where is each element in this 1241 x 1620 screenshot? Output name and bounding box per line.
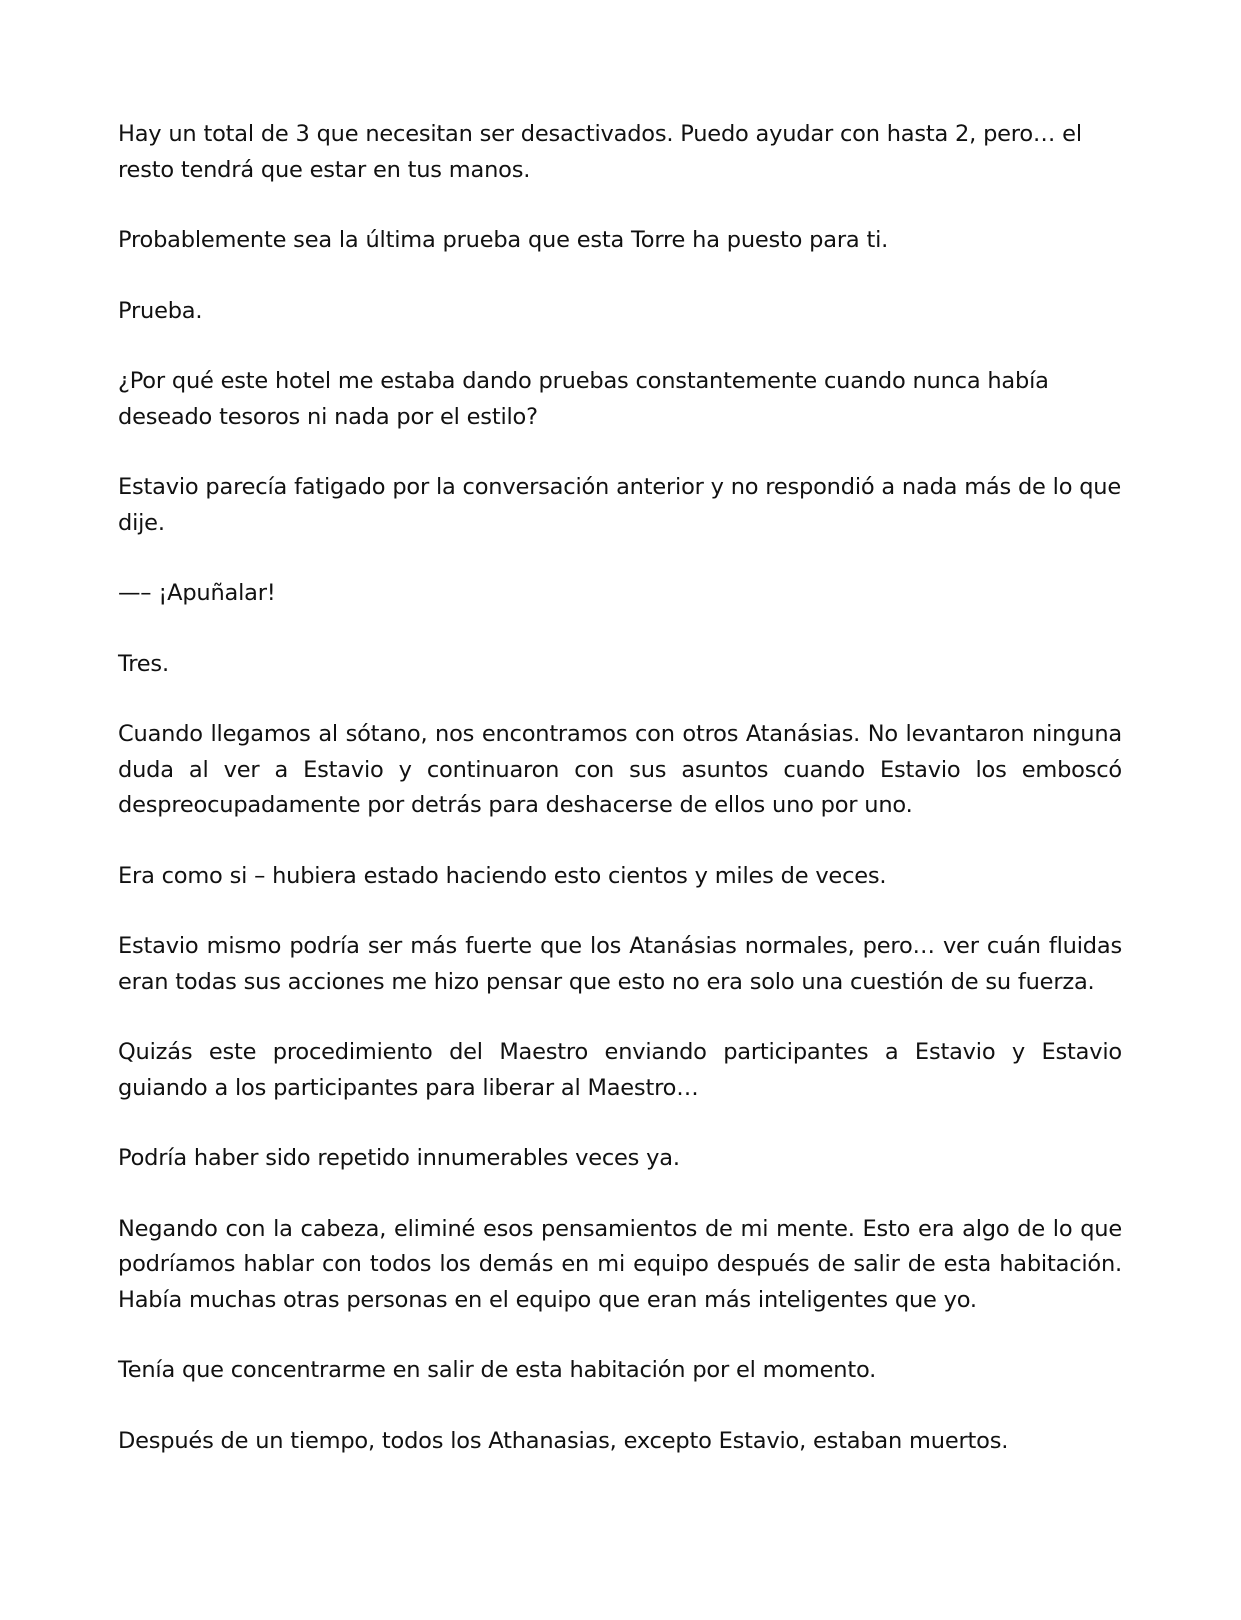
- paragraph-9: Era como si – hubiera estado haciendo esto cientos y miles de veces.: [118, 862, 887, 889]
- paragraph-4: ¿Por qué este hotel me estaba dando pruebas constantemente cuando nunca había deseado tesoros ni nada por el estilo?: [118, 368, 1049, 430]
- document-body: [118, 117, 1122, 1494]
- paragraph-6: —– ¡Apuñalar!: [118, 580, 276, 606]
- paragraph-1: Hay un total de 3 que necesitan ser desactivados. Puedo ayudar con hasta 2, pero… el resto tendrá que estar en tus manos.: [118, 121, 1082, 183]
- paragraph-3: Prueba.: [118, 297, 203, 324]
- paragraph-14: Tenía que concentrarme en salir de esta habitación por el momento.: [118, 1357, 877, 1383]
- paragraph-2: Probablemente sea la última prueba que esta Torre ha puesto para ti.: [118, 227, 889, 253]
- paragraph-8: Cuando llegamos al sótano, nos encontramos con otros Atanásias. No levantaron ninguna duda al ver a Estavio y continuaron con sus asuntos cuando Estavio los emboscó despreocupadamente por detrás para deshacerse de ellos uno por uno.: [118, 721, 1122, 818]
- paragraph-12: Podría haber sido repetido innumerables veces ya.: [118, 1145, 680, 1171]
- paragraph-13: Negando con la cabeza, eliminé esos pensamientos de mi mente. Esto era algo de lo que podríamos hablar con todos los demás en mi equipo después de salir de esta habitación. Había muchas otras personas en el equipo que eran más inteligentes que yo.: [118, 1215, 1122, 1313]
- paragraph-7: Tres.: [118, 650, 169, 677]
- paragraph-5: Estavio parecía fatigado por la conversación anterior y no respondió a nada más de lo que dije.: [118, 474, 1122, 536]
- paragraph-10: Estavio mismo podría ser más fuerte que los Atanásias normales, pero… ver cuán fluidas eran todas sus acciones me hizo pensar que esto no era solo una cuestión de su fuerza.: [118, 933, 1122, 995]
- paragraph-15: Después de un tiempo, todos los Athanasias, excepto Estavio, estaban muertos.: [118, 1427, 1009, 1454]
- paragraph-11: Quizás este procedimiento del Maestro enviando participantes a Estavio y Estavio guiando a los participantes para liberar al Maestro…: [118, 1039, 1122, 1101]
